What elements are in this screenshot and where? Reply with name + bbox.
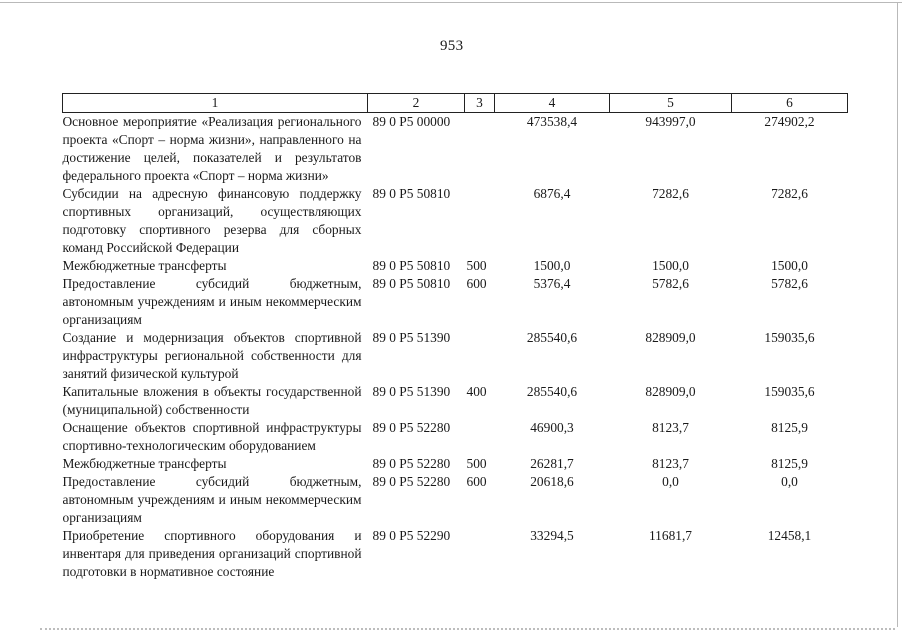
amount-col-4: 26281,7 — [530, 456, 574, 471]
target-code: 89 0 P5 51390 — [372, 384, 451, 399]
expense-type: 600 — [466, 474, 487, 489]
amount-col-5: 8123,7 — [652, 456, 689, 471]
table-row — [63, 329, 848, 383]
column-header: 2 — [368, 94, 465, 113]
scan-top-border — [0, 2, 902, 3]
expense-type — [465, 113, 495, 186]
table-row — [63, 419, 848, 455]
target-code: 89 0 P5 50810 — [372, 258, 451, 273]
expense-type: 600 — [466, 276, 487, 291]
amount-col-6: 159035,6 — [764, 384, 815, 399]
table-row — [63, 185, 848, 257]
amount-col-4: 473538,4 — [526, 114, 578, 129]
page-number: 953 — [440, 38, 464, 54]
scan-right-border — [897, 2, 898, 627]
target-code: 89 0 P5 50810 — [372, 186, 451, 201]
column-header: 1 — [63, 94, 368, 113]
item-name: Межбюджетные трансферты — [62, 456, 227, 471]
amount-col-6: 7282,6 — [771, 186, 808, 201]
amount-col-6: 5782,6 — [771, 276, 808, 291]
table-row — [63, 113, 848, 186]
amount-col-4: 1500,0 — [533, 258, 571, 273]
target-code: 89 0 P5 52280 — [372, 420, 451, 435]
item-name: Создание и модернизация объектов спортивной инфраструктуры региональной собственности для занятий физической культурой — [62, 330, 362, 381]
target-code: 89 0 P5 00000 — [372, 114, 451, 129]
target-code: 89 0 P5 52280 — [372, 474, 451, 489]
column-number-row — [63, 94, 848, 113]
amount-col-6: 8125,9 — [771, 456, 808, 471]
expense-type — [465, 419, 495, 455]
expense-type — [465, 527, 495, 581]
amount-col-6: 274902,2 — [764, 114, 815, 129]
amount-col-5: 1500,0 — [652, 258, 689, 273]
target-code: 89 0 P5 52290 — [372, 528, 451, 543]
item-name: Основное мероприятие «Реализация регионального проекта «Спорт – норма жизни», направленного на достижение целей, показателей и результатов федерального проекта «Спорт – норма жизни» — [62, 114, 362, 183]
amount-col-5: 943997,0 — [645, 114, 696, 129]
expense-type: 500 — [466, 456, 487, 471]
amount-col-5: 828909,0 — [645, 330, 696, 345]
amount-col-4: 46900,3 — [530, 420, 574, 435]
target-code: 89 0 P5 51390 — [372, 330, 451, 345]
amount-col-5: 0,0 — [662, 474, 679, 489]
column-header: 4 — [495, 94, 610, 113]
column-header: 3 — [465, 94, 495, 113]
budget-table — [62, 93, 848, 581]
table-row — [63, 257, 848, 275]
amount-col-6: 159035,6 — [764, 330, 815, 345]
amount-col-4: 285540,6 — [526, 384, 578, 399]
amount-col-5: 11681,7 — [648, 528, 693, 543]
item-name: Субсидии на адресную финансовую поддержку спортивных организаций, осуществляющих подготовку спортивного резерва для сборных команд Российской Федерации — [62, 186, 362, 255]
amount-col-5: 828909,0 — [645, 384, 696, 399]
amount-col-4: 33294,5 — [530, 528, 574, 543]
amount-col-4: 5376,4 — [533, 276, 571, 291]
amount-col-6: 0,0 — [781, 474, 798, 489]
scan-bottom-edge — [40, 628, 895, 630]
amount-col-5: 8123,7 — [652, 420, 689, 435]
item-name: Приобретение спортивного оборудования и инвентаря для приведения организаций спортивной подготовки в нормативное состояние — [62, 528, 362, 579]
item-name: Предоставление субсидий бюджетным, автономным учреждениям и иным некоммерческим организациям — [62, 276, 362, 327]
item-name: Оснащение объектов спортивной инфраструктуры спортивно-технологическим оборудованием — [62, 420, 362, 453]
amount-col-4: 285540,6 — [526, 330, 578, 345]
table-row — [63, 383, 848, 419]
table-row — [63, 275, 848, 329]
amount-col-5: 5782,6 — [652, 276, 689, 291]
expense-type — [465, 185, 495, 257]
table-row — [63, 527, 848, 581]
amount-col-6: 1500,0 — [771, 258, 808, 273]
item-name: Межбюджетные трансферты — [62, 258, 227, 273]
item-name: Предоставление субсидий бюджетным, автономным учреждениям и иным некоммерческим организациям — [62, 474, 362, 525]
expense-type: 500 — [466, 258, 487, 273]
expense-type: 400 — [466, 384, 487, 399]
target-code: 89 0 P5 52280 — [372, 456, 451, 471]
amount-col-4: 6876,4 — [533, 186, 571, 201]
amount-col-6: 12458,1 — [767, 528, 812, 543]
amount-col-6: 8125,9 — [771, 420, 808, 435]
column-header: 5 — [610, 94, 732, 113]
expense-type — [465, 329, 495, 383]
table-row — [63, 473, 848, 527]
amount-col-5: 7282,6 — [652, 186, 689, 201]
table-row — [63, 455, 848, 473]
column-header: 6 — [732, 94, 848, 113]
amount-col-4: 20618,6 — [530, 474, 574, 489]
target-code: 89 0 P5 50810 — [372, 276, 451, 291]
item-name: Капитальные вложения в объекты государственной (муниципальной) собственности — [62, 384, 362, 417]
